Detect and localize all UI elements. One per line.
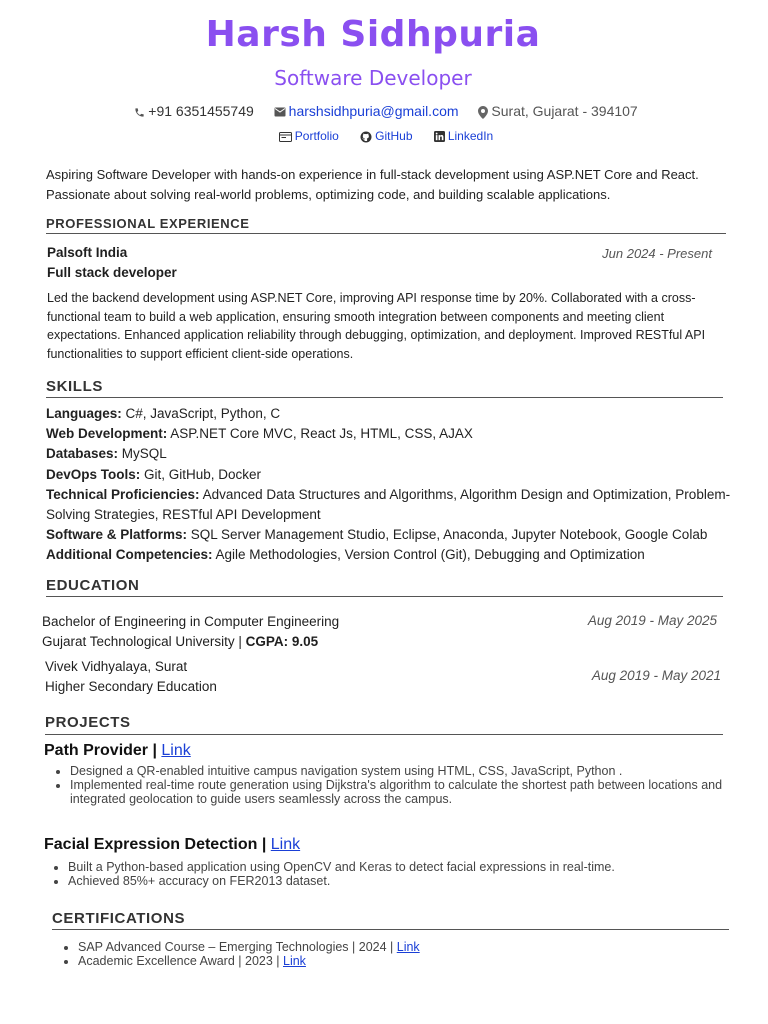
skill-label: Technical Proficiencies:: [46, 486, 200, 502]
list-item: • Designed a QR-enabled intuitive campus navigation system using HTML, CSS, JavaScript, Python .: [70, 764, 730, 778]
email-item[interactable]: [274, 103, 459, 119]
summary-paragraph: Aspiring Software Developer with hands-on experience in full-stack development using ASP.NET Core and React. Passionate about solving real-world problems, optimizing code, and building scalable applications.: [46, 167, 699, 202]
skill-row-web: [46, 424, 736, 444]
skill-value: MySQL: [118, 446, 167, 462]
skill-row-languages: [46, 404, 736, 424]
experience-company: Palsoft India: [47, 245, 128, 260]
skill-label: Additional Competencies:: [46, 547, 213, 563]
linkedin-label[interactable]: LinkedIn: [447, 129, 494, 143]
certification-text: SAP Advanced Course – Emerging Technologies | 2024 |: [78, 940, 397, 954]
phone-icon: [134, 107, 145, 118]
project-name: Path Provider |: [44, 742, 162, 759]
phone-number: +91 6351455749: [148, 103, 254, 119]
skill-label: Databases:: [46, 446, 119, 462]
certifications-heading: CERTIFICATIONS: [52, 910, 729, 930]
experience-job-title: Full stack developer: [47, 265, 177, 280]
skill-row-additional: [46, 545, 736, 565]
skill-row-databases: [46, 444, 736, 464]
certification-text: Academic Excellence Award | 2023 |: [78, 954, 283, 968]
experience-description: Led the backend development using ASP.NET Core, improving API response time by 20%. Collaborated with a cross-functional team to build a web application, ensuring smooth integration between components and meeting client expectations. Enhanced application reliability through debugging, optimization, and deployment. Improved RESTful API functionalities to support efficient client-side operations.: [47, 291, 706, 361]
portfolio-link[interactable]: [279, 129, 339, 143]
skill-label: Software & Platforms:: [46, 527, 188, 543]
skill-value: Advanced Data Structures and Algorithms, Algorithm Design and Optimization, Problem-Solving Strategies, RESTful API Development: [46, 486, 731, 523]
skill-row-software: [46, 525, 736, 545]
skill-value: SQL Server Management Studio, Eclipse, Anaconda, Jupyter Notebook, Google Colab: [187, 527, 708, 543]
cgpa-value: CGPA: 9.05: [245, 634, 319, 649]
experience-heading: PROFESSIONAL EXPERIENCE: [46, 216, 726, 234]
project-link[interactable]: Link: [161, 742, 191, 759]
school-level: Higher Secondary Education: [45, 679, 217, 694]
skills-heading: SKILLS: [46, 378, 723, 398]
skill-row-devops: [46, 465, 736, 485]
project-title: [44, 742, 191, 760]
location-pin-icon: [478, 106, 488, 119]
linkedin-link[interactable]: [434, 129, 493, 143]
contact-line: [0, 103, 768, 119]
list-item: [78, 954, 738, 968]
github-link[interactable]: [360, 129, 412, 143]
project-name: Facial Expression Detection |: [44, 836, 271, 853]
project-link[interactable]: Link: [270, 836, 301, 853]
certifications-list: [56, 940, 738, 968]
school-name: Vivek Vidhyalaya, Surat: [45, 659, 188, 674]
candidate-name: Harsh Sidhpuria: [205, 14, 541, 55]
skill-label: Web Development:: [46, 426, 168, 442]
degree-name: Bachelor of Engineering in Computer Engineering: [42, 614, 340, 629]
list-item: • Achieved 85%+ accuracy on FER2013 dataset.: [68, 874, 728, 888]
degree-dates: Aug 2019 - May 2025: [587, 613, 717, 628]
mail-icon: [274, 107, 286, 117]
skill-label: DevOps Tools:: [46, 466, 141, 482]
certification-link[interactable]: Link: [283, 954, 306, 968]
linkedin-icon: [434, 131, 445, 142]
projects-heading: PROJECTS: [45, 714, 723, 735]
university-name: Gujarat Technological University |: [42, 634, 246, 649]
profile-links: [0, 129, 768, 143]
list-item: • Built a Python-based application using OpenCV and Keras to detect facial expressions in real-time.: [68, 860, 728, 874]
experience-dates: Jun 2024 - Present: [602, 246, 712, 261]
location-text: Surat, Gujarat - 394107: [491, 103, 638, 119]
list-item: [78, 940, 738, 954]
github-label[interactable]: GitHub: [375, 129, 413, 143]
education-heading: EDUCATION: [46, 577, 723, 597]
portfolio-label[interactable]: Portfolio: [294, 129, 339, 143]
certification-link[interactable]: Link: [396, 940, 420, 954]
candidate-role: Software Developer: [274, 66, 472, 90]
project-title: [44, 836, 300, 854]
skill-value: Agile Methodologies, Version Control (Git), Debugging and Optimization: [212, 547, 645, 563]
project-bullets: [46, 860, 728, 888]
list-item: • Implemented real-time route generation using Dijkstra's algorithm to calculate the shortest path between locations and integrated geolocation to guide users seamlessly across the campus.: [70, 778, 730, 806]
project-bullets: [48, 764, 730, 806]
skills-list: [46, 404, 736, 566]
github-icon: [360, 131, 372, 143]
university-line: [42, 634, 318, 649]
skill-value: C#, JavaScript, Python, C: [121, 406, 281, 421]
skill-row-technical: [46, 485, 736, 525]
location-item: [478, 103, 637, 119]
skill-value: ASP.NET Core MVC, React Js, HTML, CSS, AJAX: [167, 426, 473, 442]
skill-label: Languages:: [46, 406, 122, 421]
portfolio-icon: [279, 132, 292, 142]
phone-item: [134, 103, 254, 119]
skill-value: Git, GitHub, Docker: [140, 466, 262, 482]
school-dates: Aug 2019 - May 2021: [591, 668, 721, 683]
email-link[interactable]: harshsidhpuria@gmail.com: [288, 103, 459, 119]
